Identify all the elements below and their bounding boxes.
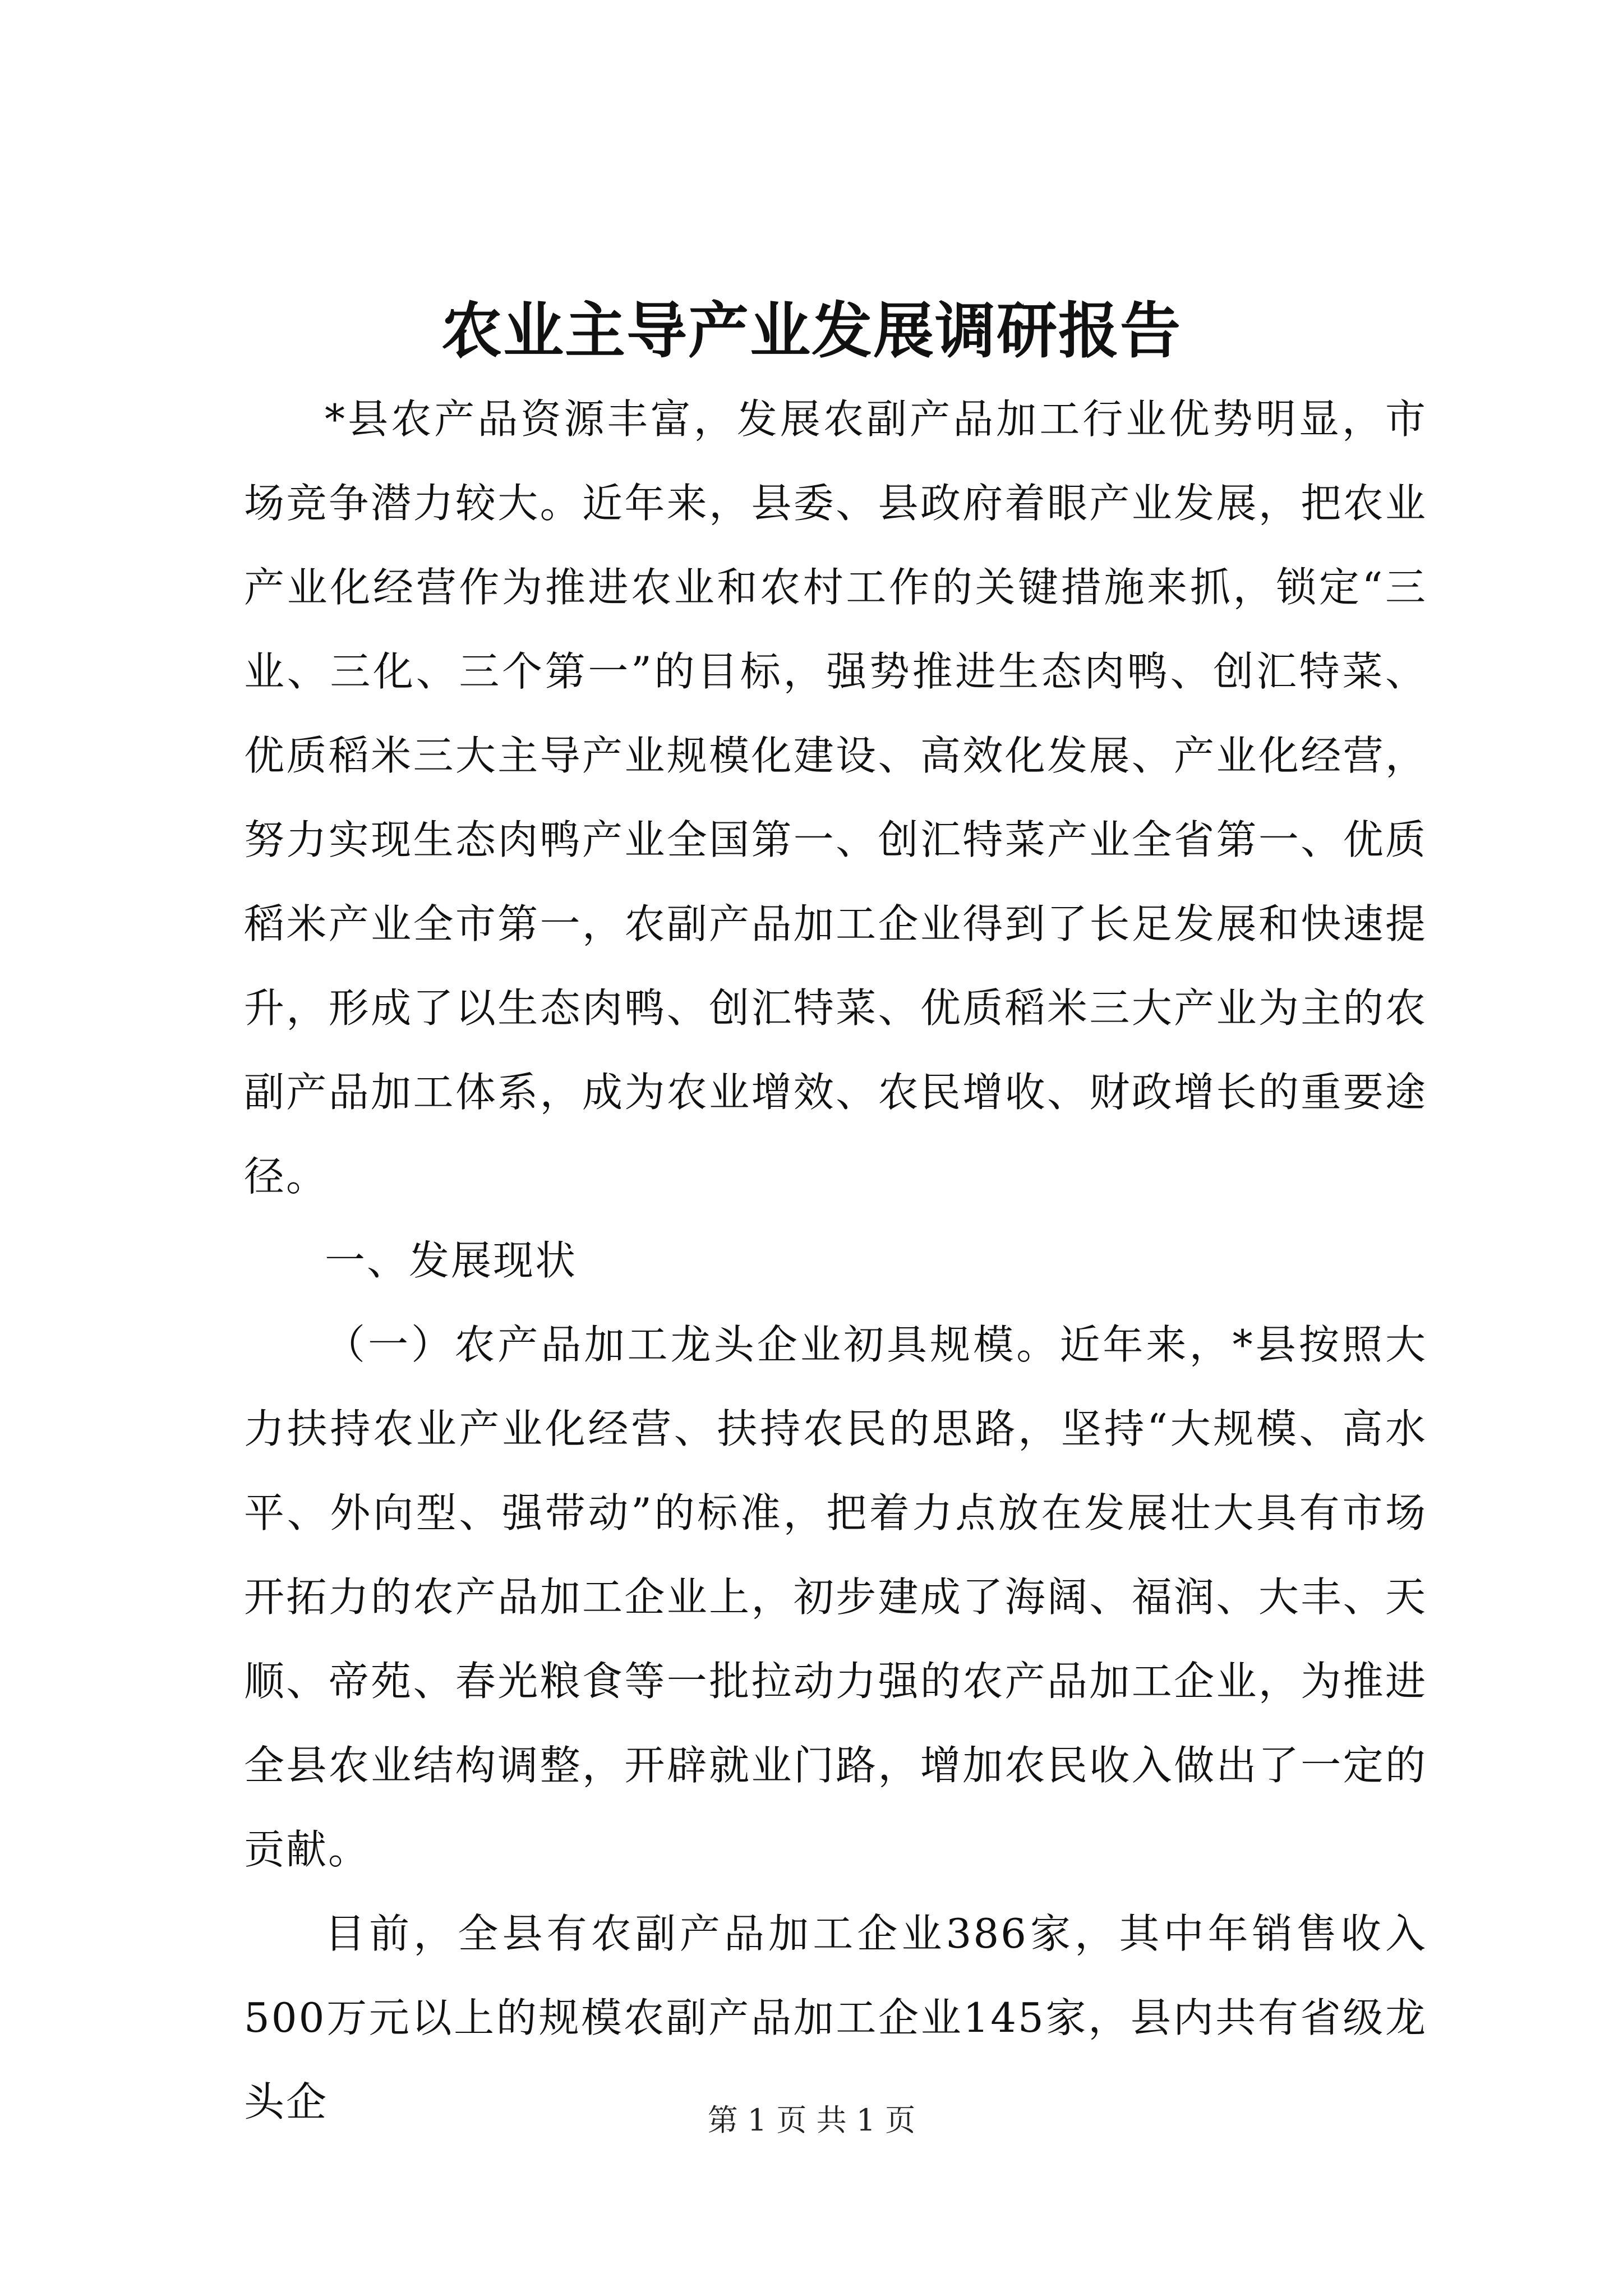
document-title: 农业主导产业发展调研报告 (441, 296, 1182, 366)
page-footer: 第 1 页 共 1 页 (707, 2102, 916, 2138)
paragraph-current-stats: 目前，全县有农副产品加工企业386家，其中年销售收入500万元以上的规模农副产品加工企业145家，县内共有省级龙头企 (244, 1910, 1427, 2125)
paragraph-subsection-1: （一）农产品加工龙头企业初具规模。近年来，*县按照大力扶持农业产业化经营、扶持农民的思路，坚持“大规模、高水平、外向型、强带动”的标准，把着力点放在发展壮大具有市场开拓力的农产品加工企业上，初步建成了海阔、福润、大丰、天顺、帝苑、春光粮食等一批拉动力强的农产品加工企业，为推进全县农业结构调整，开辟就业门路，增加农民收入做出了一定的贡献。 (244, 1321, 1427, 1873)
document-body (244, 377, 1427, 2144)
paragraph-intro: *县农产品资源丰富，发展农副产品加工行业优势明显，市场竞争潜力较大。近年来，县委、县政府着眼产业发展，把农业产业化经营作为推进农业和农村工作的关键措施来抓，锁定“三业、三化、三个第一”的目标，强势推进生态肉鸭、创汇特菜、优质稻米三大主导产业规模化建设、高效化发展、产业化经营，努力实现生态肉鸭产业全国第一、创汇特菜产业全省第一、优质稻米产业全市第一，农副产品加工企业得到了长足发展和快速提升，形成了以生态肉鸭、创汇特菜、优质稻米三大产业为主的农副产品加工体系，成为农业增效、农民增收、财政增长的重要途径。 (244, 395, 1427, 1200)
section-heading: 一、发展现状 (325, 1237, 578, 1284)
